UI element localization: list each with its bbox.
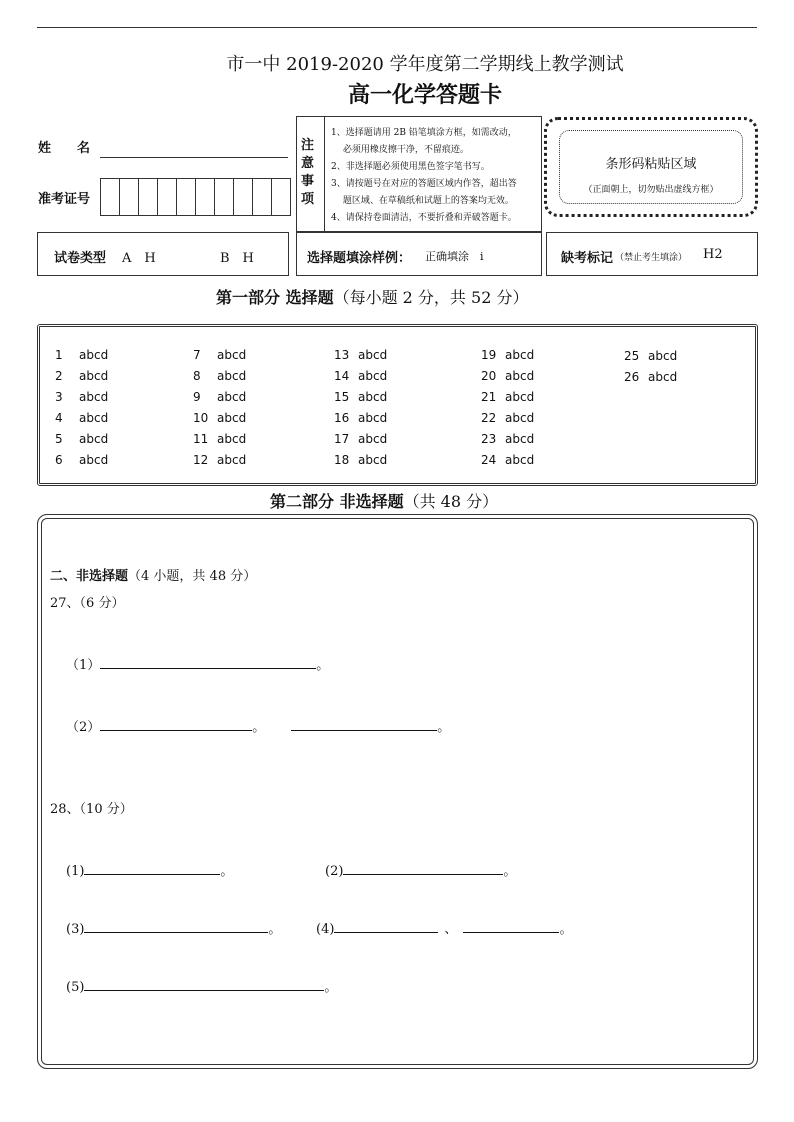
- choice-question-9[interactable]: [193, 390, 246, 404]
- q27-2: （2） 。 。: [66, 720, 451, 735]
- choice-options[interactable]: abcd: [79, 369, 109, 383]
- id-label: 准考证号: [38, 192, 91, 207]
- question-number: 17: [334, 432, 350, 446]
- question-number: 12: [193, 453, 209, 467]
- answer-line[interactable]: [334, 920, 438, 933]
- choice-options[interactable]: abcd: [648, 349, 678, 363]
- choice-options[interactable]: abcd: [217, 453, 247, 467]
- question-number: 14: [334, 369, 350, 383]
- answer-line[interactable]: [343, 862, 503, 875]
- choice-options[interactable]: abcd: [79, 453, 109, 467]
- question-number: 15: [334, 390, 350, 404]
- choice-question-5[interactable]: [55, 432, 108, 446]
- name-field[interactable]: [100, 157, 288, 158]
- choice-options[interactable]: abcd: [505, 348, 535, 362]
- choice-question-13[interactable]: [334, 348, 387, 362]
- choice-question-10[interactable]: [193, 411, 246, 425]
- question-number: 10: [193, 411, 209, 425]
- name-label: 姓 名: [38, 141, 91, 156]
- choice-options[interactable]: abcd: [79, 390, 109, 404]
- q27-1: （1） 。: [66, 658, 330, 673]
- absent-label: 缺考标记: [561, 251, 614, 266]
- choice-question-4[interactable]: [55, 411, 108, 425]
- choice-question-22[interactable]: [481, 411, 534, 425]
- question-number: 25: [624, 349, 640, 363]
- choice-question-24[interactable]: [481, 453, 534, 467]
- absent-note: （禁止考生填涂）: [615, 253, 688, 263]
- choice-options[interactable]: abcd: [358, 348, 388, 362]
- sheet-title: 高一化学答题卡: [347, 83, 502, 108]
- q28-2: (2) 。: [325, 864, 517, 879]
- choice-question-25[interactable]: [624, 349, 677, 363]
- q28-5: (5) 。: [66, 980, 338, 995]
- choice-options[interactable]: abcd: [217, 369, 247, 383]
- answer-line[interactable]: [100, 718, 252, 731]
- notes-list: 1、选择题请用 2B 铅笔填涂方框，如需改动， 必须用橡皮擦干净，不留痕迹。 2、非选择题必须使用黑色签字笔书写。 3、请按题号在对应的答题区域内作答，超出答 题区域、在草稿纸和试题上的答案均无效。 4、请保持卷面清洁，不要折叠和弄破答题卡。: [331, 128, 517, 223]
- question-number: 18: [334, 453, 350, 467]
- choice-question-18[interactable]: [334, 453, 387, 467]
- notes-box: [296, 116, 542, 232]
- choice-options[interactable]: abcd: [505, 369, 535, 383]
- question-number: 3: [55, 390, 63, 404]
- choice-options[interactable]: abcd: [505, 390, 535, 404]
- choice-options[interactable]: abcd: [505, 432, 535, 446]
- question-number: 21: [481, 390, 497, 404]
- choice-options[interactable]: abcd: [648, 370, 678, 384]
- absent-mark[interactable]: H2: [703, 247, 723, 262]
- choice-options[interactable]: abcd: [217, 390, 247, 404]
- part2-title: 第二部分 非选择题（共 48 分）: [270, 492, 499, 511]
- choice-options[interactable]: abcd: [358, 453, 388, 467]
- sample-box: [296, 232, 542, 276]
- choice-options[interactable]: abcd: [358, 369, 388, 383]
- paper-type-label: 试卷类型: [54, 251, 107, 266]
- q28-1: (1) 。: [66, 864, 234, 879]
- choice-question-6[interactable]: [55, 453, 108, 467]
- question-number: 16: [334, 411, 350, 425]
- question-number: 19: [481, 348, 497, 362]
- part2-heading: 二、非选择题（4 小题，共 48 分）: [50, 569, 257, 584]
- choice-question-15[interactable]: [334, 390, 387, 404]
- sample-value: 正确填涂 i: [425, 250, 484, 263]
- exam-title: 市一中 2019-2020 学年度第二学期线上教学测试: [226, 54, 624, 75]
- question-number: 20: [481, 369, 497, 383]
- question-number: 7: [193, 348, 201, 362]
- question-number: 8: [193, 369, 201, 383]
- choice-question-2[interactable]: [55, 369, 108, 383]
- choice-options[interactable]: abcd: [358, 411, 388, 425]
- choice-options[interactable]: abcd: [505, 411, 535, 425]
- answer-line[interactable]: [84, 978, 324, 991]
- question-number: 6: [55, 453, 63, 467]
- barcode-area: [544, 117, 758, 217]
- choice-question-1[interactable]: [55, 348, 108, 362]
- question-number: 13: [334, 348, 350, 362]
- question-number: 22: [481, 411, 497, 425]
- choice-question-26[interactable]: [624, 370, 677, 384]
- answer-line[interactable]: [84, 920, 268, 933]
- choice-question-12[interactable]: [193, 453, 246, 467]
- choice-question-23[interactable]: [481, 432, 534, 446]
- question-number: 4: [55, 411, 63, 425]
- question-number: 2: [55, 369, 63, 383]
- choice-question-3[interactable]: [55, 390, 108, 404]
- id-number-boxes[interactable]: [100, 178, 291, 216]
- barcode-note: （正面朝上，切勿贴出虚线方框）: [583, 185, 719, 195]
- choice-options[interactable]: abcd: [79, 348, 109, 362]
- question-number: 9: [193, 390, 201, 404]
- question-number: 1: [55, 348, 63, 362]
- question-number: 24: [481, 453, 497, 467]
- choice-options[interactable]: abcd: [217, 348, 247, 362]
- sample-label: 选择题填涂样例：: [307, 251, 412, 266]
- choice-question-20[interactable]: [481, 369, 534, 383]
- choice-options[interactable]: abcd: [217, 432, 247, 446]
- paper-type-b[interactable]: B H: [220, 251, 254, 266]
- choice-question-7[interactable]: [193, 348, 246, 362]
- answer-line[interactable]: [291, 718, 437, 731]
- choice-question-14[interactable]: [334, 369, 387, 383]
- choice-options[interactable]: abcd: [358, 432, 388, 446]
- paper-type-a[interactable]: A H: [122, 251, 156, 266]
- top-rule: [37, 27, 757, 28]
- choice-question-21[interactable]: [481, 390, 534, 404]
- choice-question-16[interactable]: [334, 411, 387, 425]
- answer-line[interactable]: [84, 862, 220, 875]
- choice-question-11[interactable]: [193, 432, 246, 446]
- question-number: 5: [55, 432, 63, 446]
- choice-question-17[interactable]: [334, 432, 387, 446]
- q28-4: (4) 、 。: [316, 922, 573, 937]
- choice-options[interactable]: abcd: [505, 453, 535, 467]
- question-number: 11: [193, 432, 209, 446]
- absent-box: [546, 232, 758, 276]
- choice-options[interactable]: abcd: [217, 411, 247, 425]
- choice-options[interactable]: abcd: [79, 432, 109, 446]
- choice-question-19[interactable]: [481, 348, 534, 362]
- choice-options[interactable]: abcd: [79, 411, 109, 425]
- choice-options[interactable]: abcd: [358, 390, 388, 404]
- notes-label: 注意事项: [301, 138, 315, 207]
- answer-line[interactable]: [463, 920, 559, 933]
- choice-question-8[interactable]: [193, 369, 246, 383]
- barcode-title: 条形码粘贴区域: [605, 157, 697, 172]
- answer-line[interactable]: [100, 656, 316, 669]
- question-number: 23: [481, 432, 497, 446]
- question-number: 26: [624, 370, 640, 384]
- q27-label: 27、（6 分）: [50, 596, 125, 611]
- paper-type-box: [37, 232, 289, 276]
- q28-3: (3) 。: [66, 922, 282, 937]
- part1-title: 第一部分 选择题（每小题 2 分，共 52 分）: [216, 288, 529, 307]
- q28-label: 28、（10 分）: [50, 802, 133, 817]
